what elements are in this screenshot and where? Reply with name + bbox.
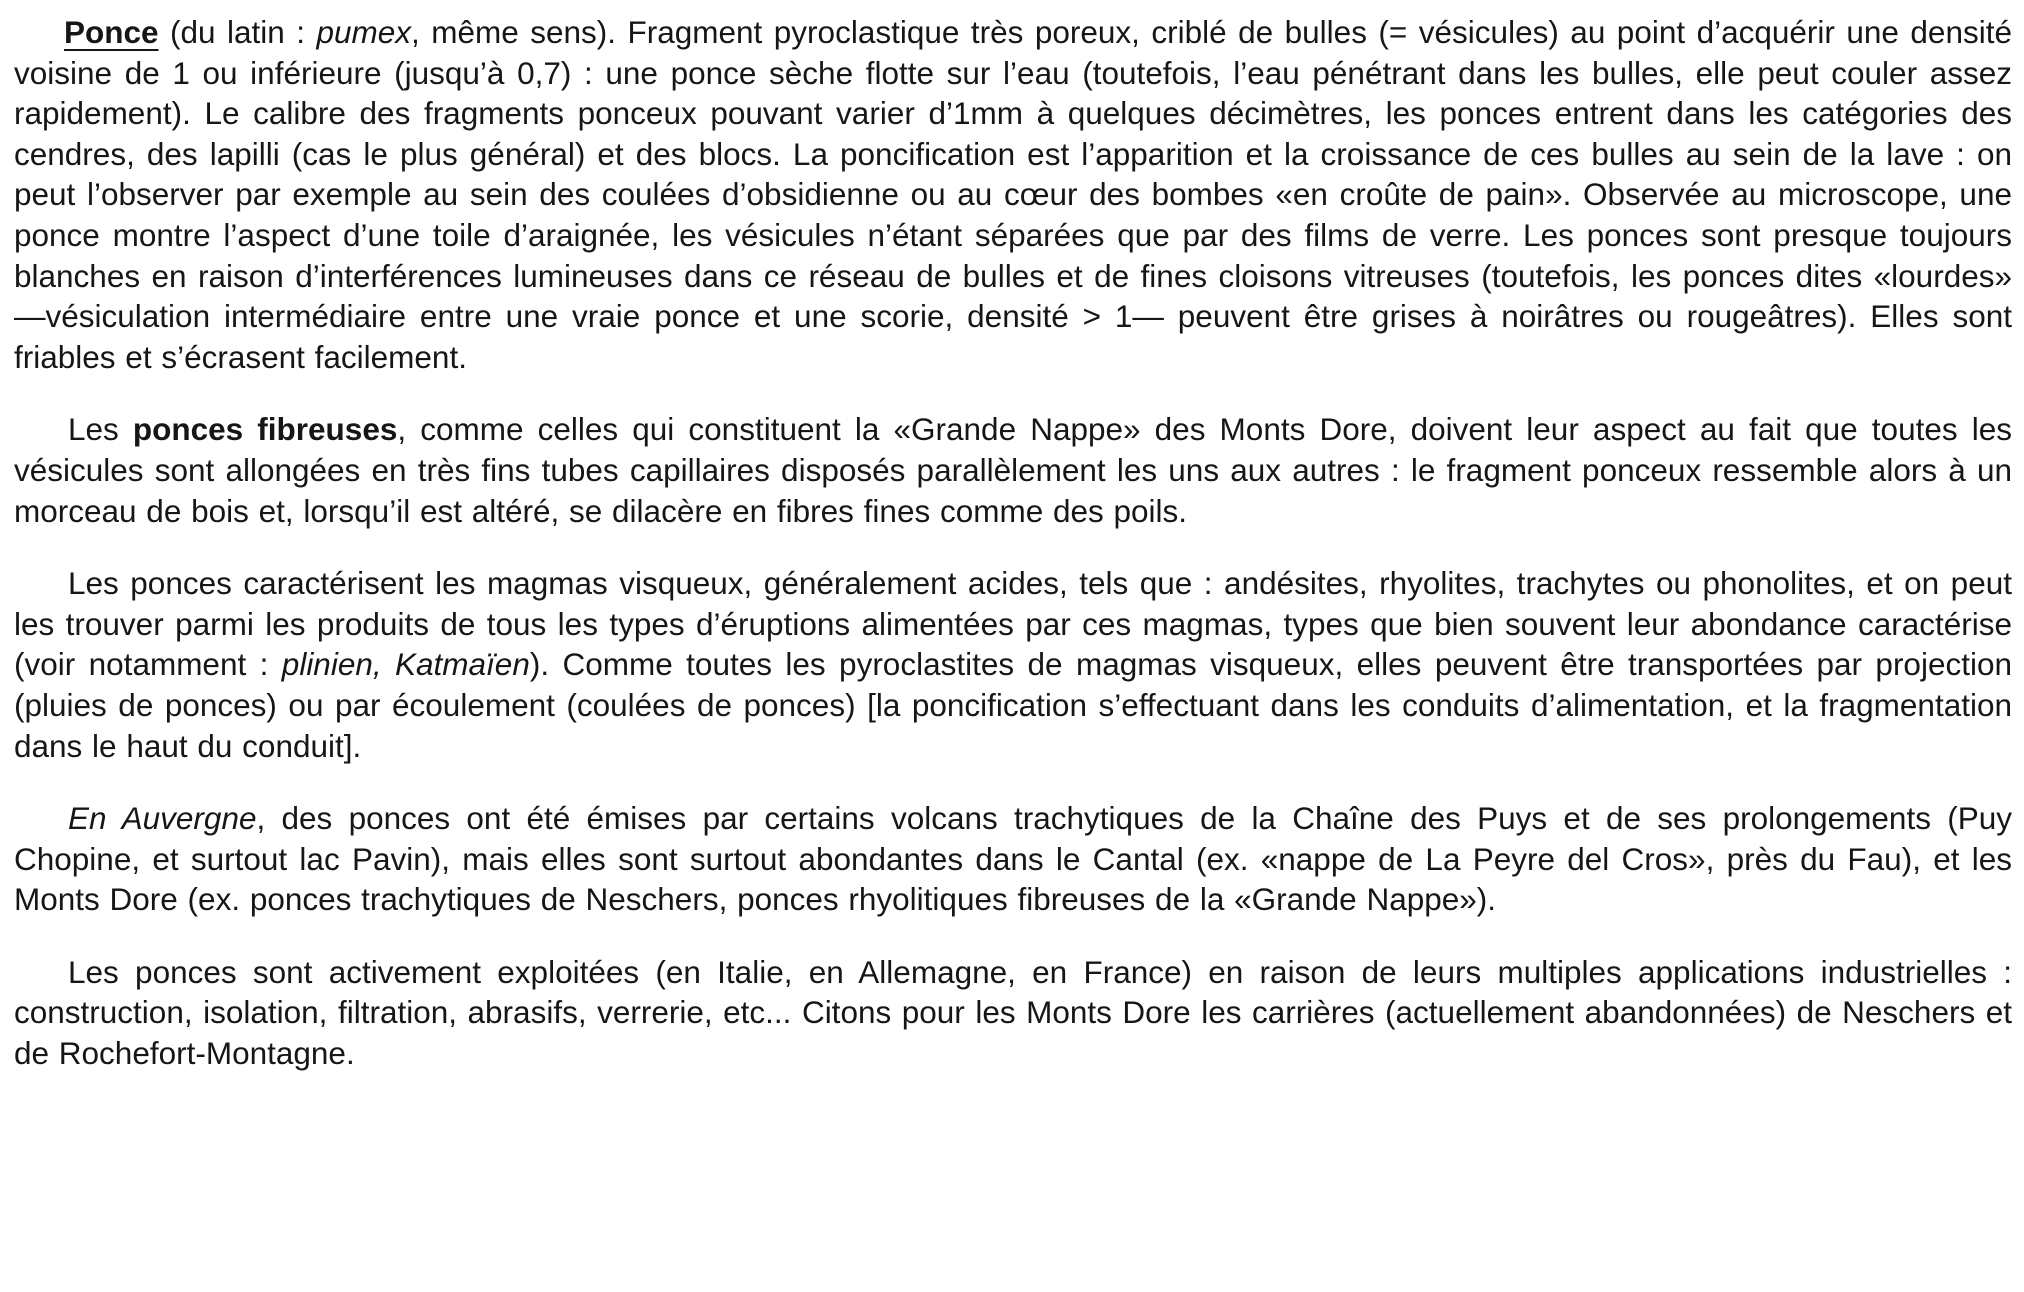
definition-paragraph: [14, 12, 2012, 377]
magmas-text-part2: ). Comme toutes les pyroclastites de magmas visqueux, elles peuvent être transportées par projection (pluies de ponces) ou par écoulement (coulées de ponces) [la poncification s’effectuant dans les conduits d’alimentation, et la fragmentation dans le haut du conduit].: [14, 646, 2013, 764]
fibreuses-prefix: Les: [68, 411, 133, 448]
etymology-prefix: (du latin :: [158, 14, 317, 50]
exploitation-paragraph: [14, 952, 2012, 1074]
fibreuses-text: , comme celles qui constituent la «Grande Nappe» des Monts Dore, doivent leur aspect au fait que toutes les vésicules sont allongées en très fins tubes capillaires disposés parallèlement les uns aux autres : le fragment ponceux ressemble alors à un morceau de bois et, lorsqu’il est altéré, se dilacère en fibres fines comme des poils.: [14, 411, 2012, 529]
magmas-text-part1: Les ponces caractérisent les magmas visqueux, généralement acides, tels que : andésites, rhyolites, trachytes ou phonolites, et on peut les trouver parmi les produits de tous les types d’éruptions alimentées par ces magmas, types que bien souvent leur abondance caractérise (voir notamment :: [14, 565, 2012, 683]
etymology-latin-word: pumex: [316, 14, 412, 50]
definition-text: Fragment pyroclastique très poreux, criblé de bulles (= vésicules) au point d’acquérir une densité voisine de 1 ou inférieure (jusqu’à 0,7) : une ponce sèche flotte sur l’eau (toutefois, l’eau pénétrant dans les bulles, elle peut couler assez rapidement). Le calibre des fragments ponceux pouvant varier d’1mm à quelques décimètres, les ponces entrent dans les catégories des cendres, des lapilli (cas le plus général) et des blocs. La poncification est l’apparition et la croissance de ces bulles au sein de la lave : on peut l’observer par exemple au sein des coulées d’obsidienne ou au cœur des bombes «en croûte de pain». Observée au microscope, une ponce montre l’aspect d’une toile d’araignée, les vésicules n’étant séparées que par des films de verre. Les ponces sont presque toujours blanches en raison d’interférences lumineuses dans ce réseau de bulles et de fines cloisons vitreuses (toutefois, les ponces dites «lourdes» —vésiculation intermédiaire entre une vraie ponce et une scorie, densité > 1— peuvent être grises à noirâtres ou rougeâtres). Elles sont friables et s’écrasent facilement.: [14, 14, 2012, 375]
fibreuses-paragraph: [14, 409, 2012, 531]
region-name: En Auvergne: [68, 800, 257, 837]
auvergne-paragraph: [14, 798, 2012, 920]
eruption-types: plinien, Katmaïen: [281, 646, 530, 683]
magmas-paragraph: [14, 563, 2012, 766]
exploitation-text: Les ponces sont activement exploitées (en Italie, en Allemagne, en France) en raison de leurs multiples applications industrielles : construction, isolation, filtration, abrasifs, verrerie, etc... Citons pour les Monts Dore les carrières (actuellement abandonnées) de Neschers et de Rochefort-Montagne.: [14, 953, 2012, 1072]
fibreuses-term: ponces fibreuses: [132, 411, 398, 448]
entry-term: Ponce: [64, 14, 159, 50]
etymology-suffix: , même sens).: [411, 14, 628, 50]
auvergne-text: , des ponces ont été émises par certains volcans trachytiques de la Chaîne des Puys et de ses prolongements (Puy Chopine, et surtout lac Pavin), mais elles sont surtout abondantes dans le Cantal (ex. «nappe de La Peyre del Cros», près du Fau), et les Monts Dore (ex. ponces trachytiques de Neschers, ponces rhyolitiques fibreuses de la «Grande Nappe»).: [14, 800, 2012, 918]
